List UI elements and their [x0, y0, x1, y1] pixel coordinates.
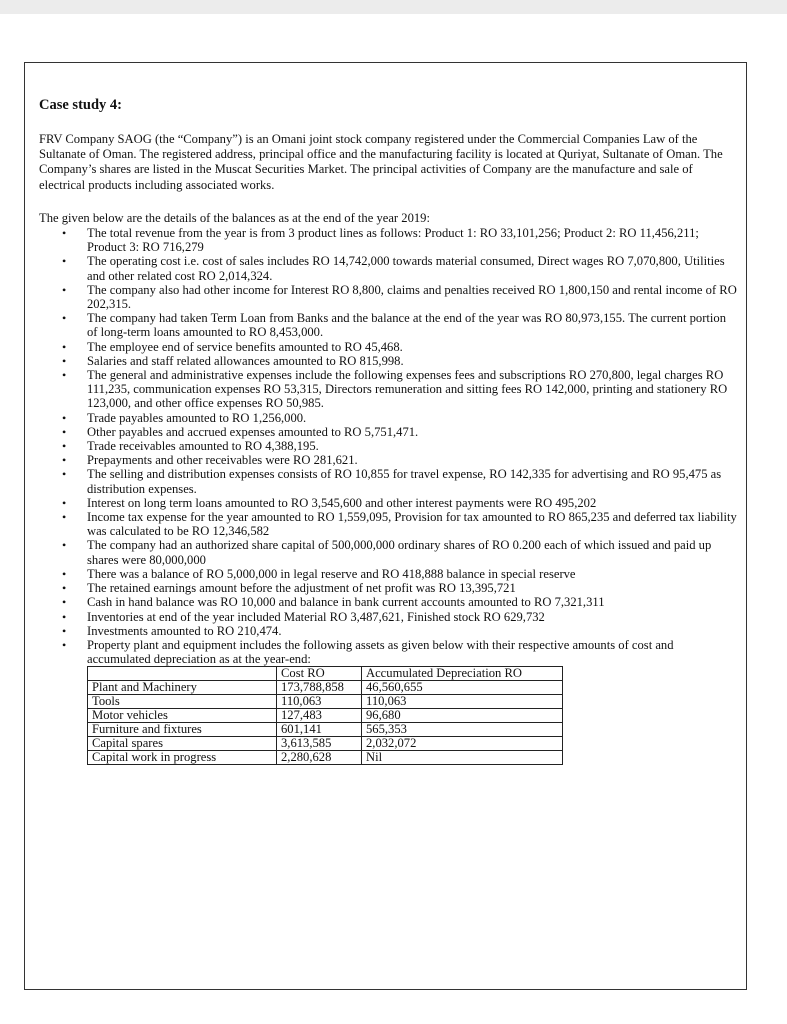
table-header-cell: Cost RO — [277, 667, 362, 681]
list-item — [62, 254, 739, 283]
table-cell: Tools — [88, 695, 277, 709]
list-item — [62, 311, 739, 340]
table-cell: Capital work in progress — [88, 751, 277, 765]
list-item — [62, 538, 739, 567]
top-bar — [0, 0, 787, 14]
list-item — [62, 282, 739, 312]
bullet-icon: • — [62, 453, 67, 468]
list-item-text: The company also had other income for Interest RO 8,800, claims and penalties received RO 1,800,150 and rental income of RO 202,315. — [87, 282, 737, 312]
list-item — [62, 467, 739, 496]
list-item — [62, 226, 739, 255]
list-item-text: The selling and distribution expenses consists of RO 10,855 for travel expense, RO 142,335 for advertising and RO 95,475 as distribution expenses. — [87, 467, 722, 496]
list-item-text: There was a balance of RO 5,000,000 in legal reserve and RO 418,888 balance in special reserve — [87, 566, 576, 581]
bullet-icon: • — [62, 581, 67, 596]
list-item-text: Property plant and equipment includes the following assets as given below with their respective amounts of cost and accumulated depreciation as at the year-end: — [87, 637, 674, 667]
table-header-cell: Accumulated Depreciation RO — [362, 667, 563, 681]
list-item-text: Prepayments and other receivables were RO 281,621. — [87, 453, 358, 468]
list-item-text: The general and administrative expenses include the following expenses fees and subscriptions RO 270,800, legal charges RO 111,235, communication expenses RO 53,315, Directors remuneration and sitting fees RO 142,000, printing and stationery RO 123,000, and other office expenses RO 50,985. — [87, 368, 728, 411]
table-cell: 2,280,628 — [277, 751, 362, 765]
company-intro-paragraph: FRV Company SAOG (the “Company”) is an Omani joint stock company registered under the Commercial Companies Law of the Sultanate of Oman. The registered address, principal office and the manufacturing facility is located at Quriyat, Sultanate of Oman. The Company’s shares are listed in the Muscat Securities Market. The principal activities of Company are the manufacture and sale of electrical products including associated works. — [39, 132, 723, 192]
list-item — [62, 637, 739, 667]
list-item — [62, 439, 739, 454]
bullet-icon: • — [62, 226, 67, 241]
table-cell: Motor vehicles — [88, 709, 277, 723]
table-cell: 96,680 — [362, 709, 563, 723]
list-item — [62, 410, 739, 425]
bullet-icon: • — [62, 424, 67, 439]
bullet-icon: • — [62, 439, 67, 454]
table-cell: Plant and Machinery — [88, 681, 277, 695]
bullet-icon: • — [62, 254, 67, 269]
list-item — [62, 623, 739, 638]
list-item — [62, 581, 739, 596]
bullet-icon: • — [62, 368, 67, 383]
list-item-text: The company had taken Term Loan from Banks and the balance at the end of the year was RO 80,973,155. The current portion of long-term loans amounted to RO 8,453,000. — [87, 311, 726, 340]
table-cell: 565,353 — [362, 723, 563, 737]
table-cell: 110,063 — [277, 695, 362, 709]
list-item-text: Inventories at end of the year included Material RO 3,487,621, Finished stock RO 629,732 — [87, 609, 545, 624]
list-item-text: The retained earnings amount before the adjustment of net profit was RO 13,395,721 — [87, 581, 516, 596]
table-row — [88, 709, 563, 723]
table-cell: Nil — [362, 751, 563, 765]
table-row — [88, 737, 563, 751]
case-study-frame — [24, 62, 747, 990]
bullet-icon: • — [62, 311, 67, 326]
list-item-text: Investments amounted to RO 210,474. — [87, 623, 282, 638]
bullet-icon: • — [62, 566, 67, 581]
list-item — [62, 353, 739, 368]
bullet-icon: • — [62, 495, 67, 510]
table-row — [88, 751, 563, 765]
table-cell: 2,032,072 — [362, 737, 563, 751]
bullet-icon: • — [62, 609, 67, 624]
list-item — [62, 609, 739, 624]
list-item — [62, 339, 739, 354]
bullet-icon: • — [62, 339, 67, 354]
list-item — [62, 595, 739, 610]
list-item-text: The company had an authorized share capital of 500,000,000 ordinary shares of RO 0.200 each of which issued and paid up shares were 80,000,000 — [87, 538, 712, 567]
list-item-text: Trade receivables amounted to RO 4,388,195. — [87, 439, 319, 454]
case-study-content — [39, 97, 739, 765]
table-row — [88, 681, 563, 695]
bullet-icon: • — [62, 410, 67, 425]
table-cell: 110,063 — [362, 695, 563, 709]
bullet-icon: • — [62, 467, 67, 482]
list-item-text: Interest on long term loans amounted to RO 3,545,600 and other interest payments were RO 495,202 — [87, 495, 597, 510]
balances-lead-text: The given below are the details of the balances as at the end of the year 2019: — [39, 210, 430, 225]
list-item-text: The employee end of service benefits amounted to RO 45,468. — [87, 339, 403, 354]
table-row — [88, 723, 563, 737]
table-cell: 127,483 — [277, 709, 362, 723]
bullet-icon: • — [62, 595, 67, 610]
table-cell: 46,560,655 — [362, 681, 563, 695]
list-item — [62, 566, 739, 581]
table-cell: 173,788,858 — [277, 681, 362, 695]
list-item — [62, 424, 739, 439]
bullet-icon: • — [62, 510, 67, 525]
table-cell: 3,613,585 — [277, 737, 362, 751]
table-cell: Capital spares — [88, 737, 277, 751]
bullet-icon: • — [62, 623, 67, 638]
table-cell: 601,141 — [277, 723, 362, 737]
list-item — [62, 495, 739, 510]
bullet-icon: • — [62, 538, 67, 553]
list-item — [62, 368, 739, 411]
bullet-icon: • — [62, 282, 67, 297]
list-item-text: Income tax expense for the year amounted to RO 1,559,095, Provision for tax amounted to RO 865,235 and deferred tax liability was calculated to be RO 12,346,582 — [87, 510, 737, 539]
table-cell: Furniture and fixtures — [88, 723, 277, 737]
table-row — [88, 695, 563, 709]
list-item-text: Cash in hand balance was RO 10,000 and balance in bank current accounts amounted to RO 7,321,311 — [87, 595, 605, 610]
list-item-text: Other payables and accrued expenses amounted to RO 5,751,471. — [87, 424, 419, 439]
bullet-icon: • — [62, 353, 67, 368]
table-header-row — [88, 667, 563, 681]
list-item-text: Salaries and staff related allowances amounted to RO 815,998. — [87, 353, 404, 368]
list-item-text: Trade payables amounted to RO 1,256,000. — [87, 410, 307, 425]
list-item-text: The operating cost i.e. cost of sales includes RO 14,742,000 towards material consumed, Direct wages RO 7,070,800, Utilities and other related cost RO 2,014,324. — [87, 254, 725, 283]
table-header-cell — [88, 667, 277, 681]
list-item — [62, 510, 739, 539]
case-study-title: Case study 4: — [39, 97, 122, 113]
balances-list — [39, 226, 739, 666]
ppe-table — [87, 666, 563, 765]
list-item-text: The total revenue from the year is from 3 product lines as follows: Product 1: RO 33,101,256; Product 2: RO 11,456,211; Product 3: RO 716,279 — [87, 226, 699, 255]
list-item — [62, 453, 739, 468]
bullet-icon: • — [62, 637, 67, 652]
